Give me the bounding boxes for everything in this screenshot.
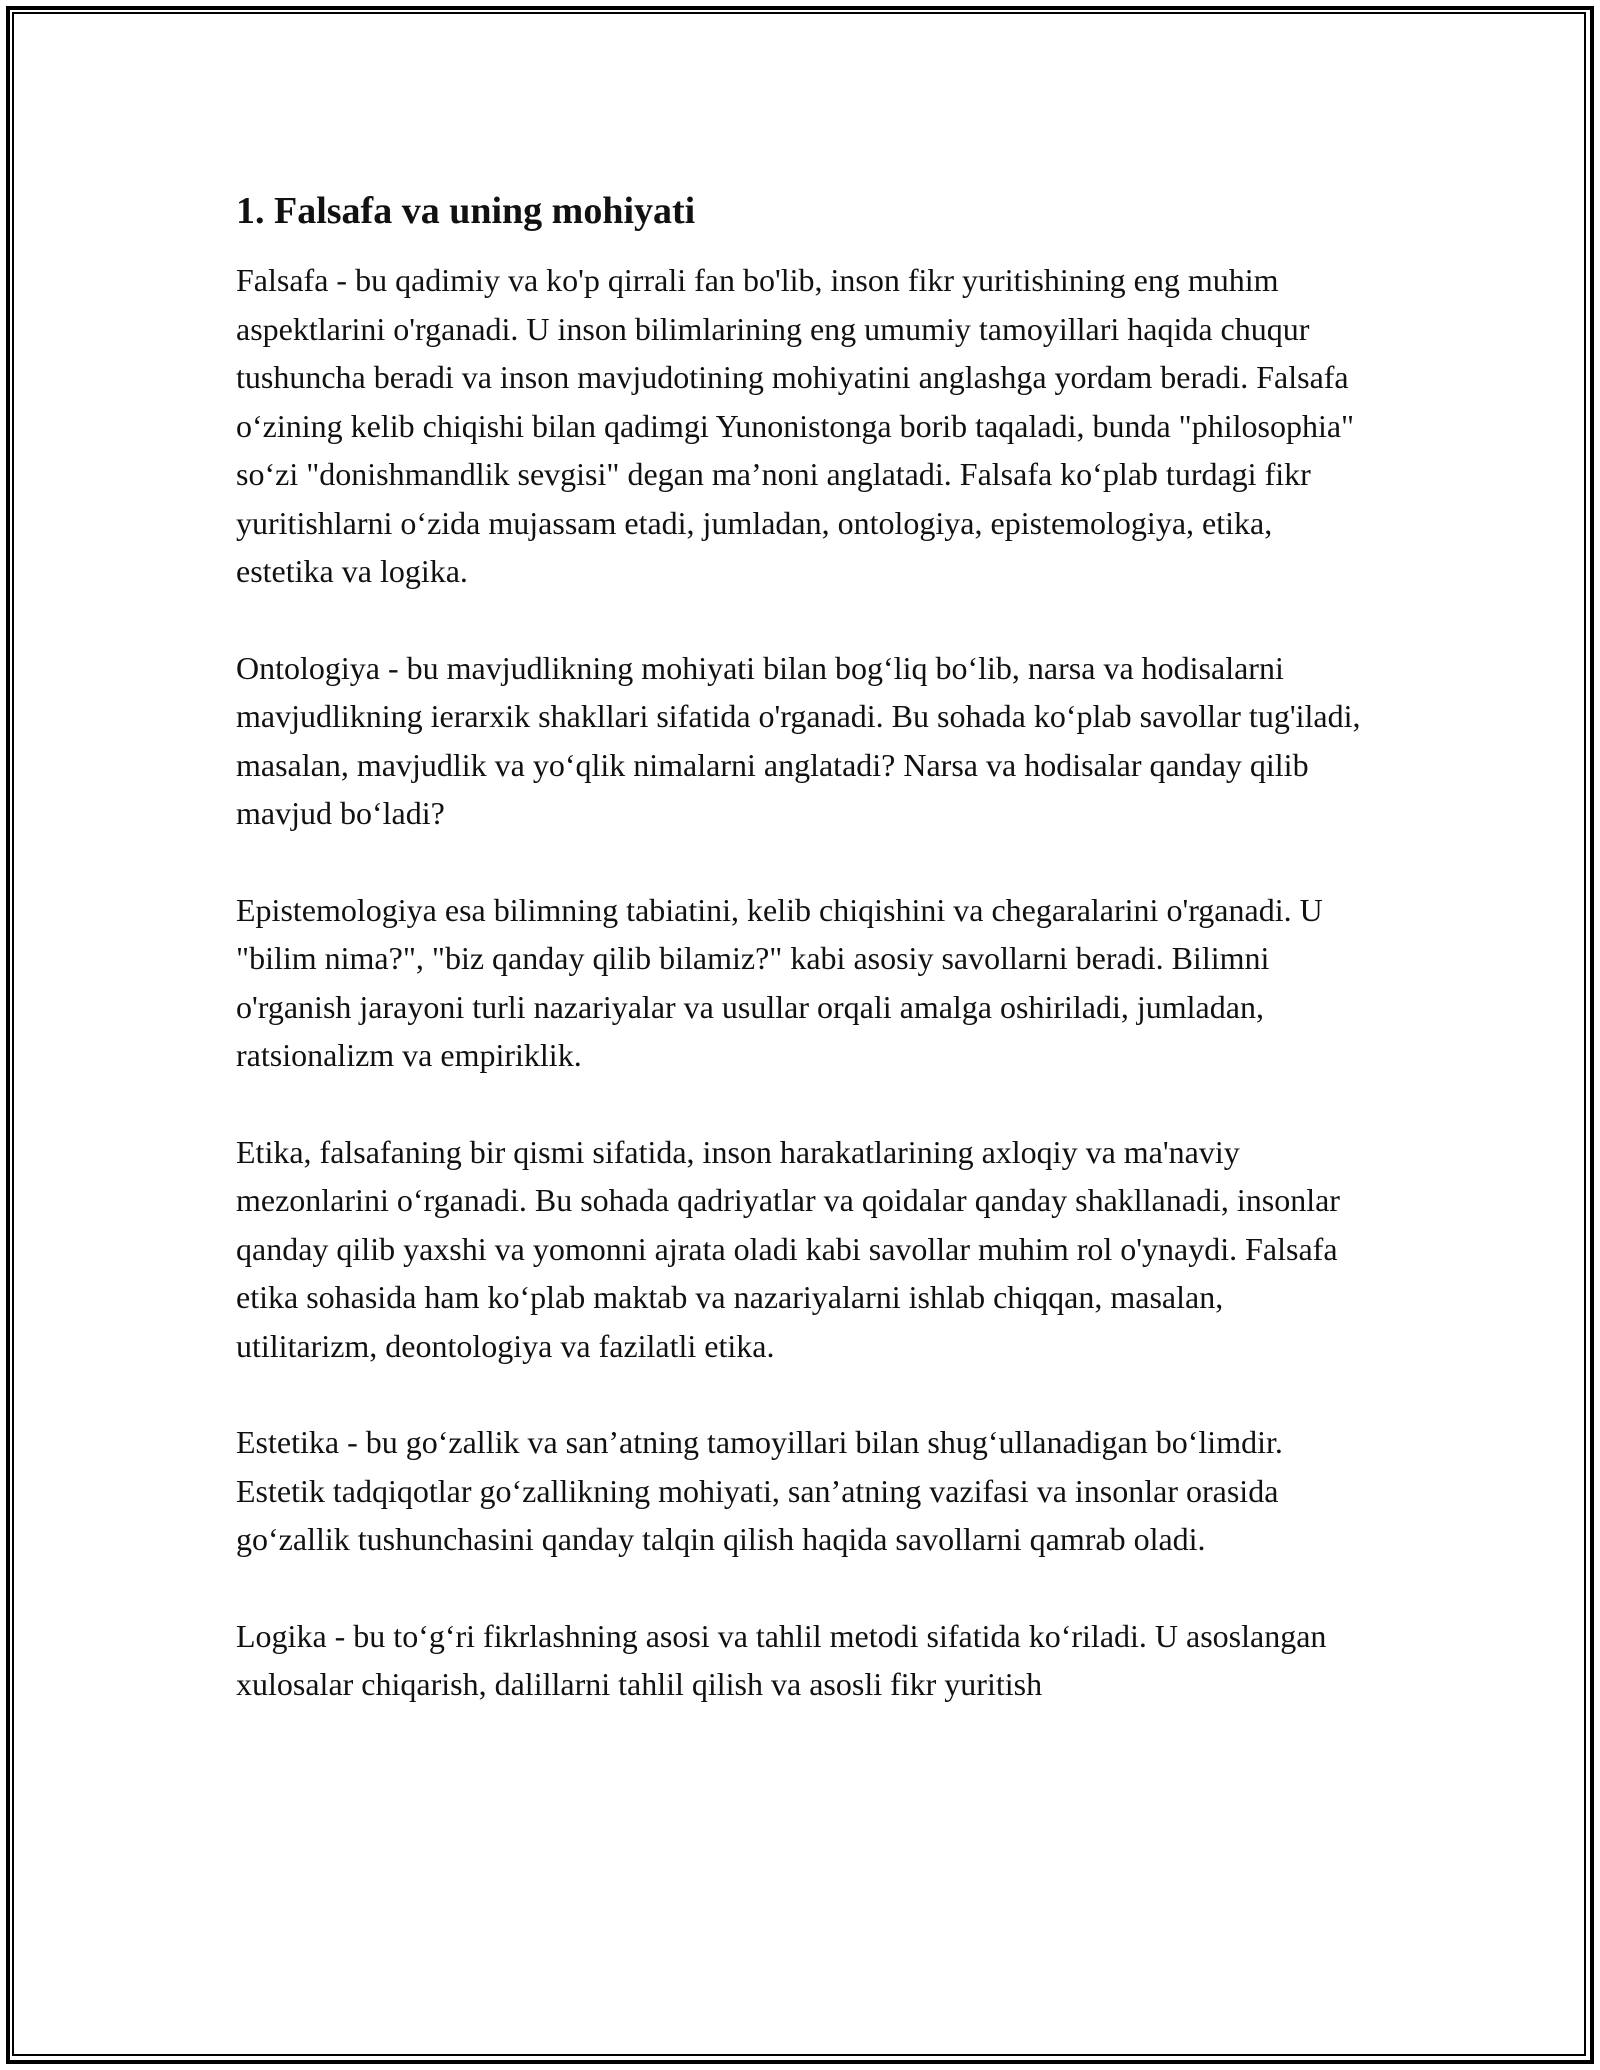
paragraph-estetika: Estetika - bu go‘zallik va san’atning tamoyillari bilan shug‘ullanadigan bo‘limdir. Estetik tadqiqotlar go‘zallikning mohiyati, san’atning vazifasi va insonlar orasida go‘zallik tushunchasini qanday talqin qilish haqida savollarni qamrab oladi. xyxy=(236,1424,1283,1557)
paragraph-ontologiya: Ontologiya - bu mavjudlikning mohiyati bilan bog‘liq bo‘lib, narsa va hodisalarni mavjudlikning ierarxik shakllari sifatida o'rganadi. Bu sohada ko‘plab savollar tug'iladi, masalan, mavjudlik va yo‘qlik nimalarni anglatadi? Narsa va hodisalar qanday qilib mavjud bo‘ladi? xyxy=(236,649,1361,831)
paragraph-etika: Etika, falsafaning bir qismi sifatida, inson harakatlarining axloqiy va ma'naviy mezonlarini o‘rganadi. Bu sohada qadriyatlar va qoidalar qanday shakllanadi, insonlar qanday qilib yaxshi va yomonni ajrata oladi kabi savollar muhim rol o'ynaydi. Falsafa etika sohasida ham ko‘plab maktab va nazariyalarni ishlab chiqqan, masalan, utilitarizm, deontologiya va fazilatli etika. xyxy=(236,1133,1340,1364)
paragraph-falsafa: Falsafa - bu qadimiy va ko'p qirrali fan bo'lib, inson fikr yuritishining eng muhim aspektlarini o'rganadi. U inson bilimlarining eng umumiy tamoyillari haqida chuqur tushuncha beradi va inson mavjudotining mohiyatini anglashga yordam beradi. Falsafa o‘zining kelib chiqishi bilan qadimgi Yunonistonga borib taqaladi, bunda "philosophia" so‘zi "donishmandlik sevgisi" degan ma’noni anglatadi. Falsafa ko‘plab turdagi fikr yuritishlarni o‘zida mujassam etadi, jumladan, ontologiya, epistemologiya, etika, estetika va logika. xyxy=(236,262,1355,589)
document-body xyxy=(236,188,1366,1757)
paragraph-epistemologiya: Epistemologiya esa bilimning tabiatini, kelib chiqishini va chegaralarini o'rganadi. U "bilim nima?", "biz qanday qilib bilamiz?" kabi asosiy savollarni beradi. Bilimni o'rganish jarayoni turli nazariyalar va usullar orqali amalga oshiriladi, jumladan, ratsionalizm va empiriklik. xyxy=(236,891,1323,1073)
paragraph-logika: Logika - bu to‘g‘ri fikrlashning asosi va tahlil metodi sifatida ko‘riladi. U asoslangan xulosalar chiqarish, dalillarni tahlil qilish va asosli fikr yuritish xyxy=(236,1617,1327,1702)
section-heading: 1. Falsafa va uning mohiyati xyxy=(236,190,696,232)
